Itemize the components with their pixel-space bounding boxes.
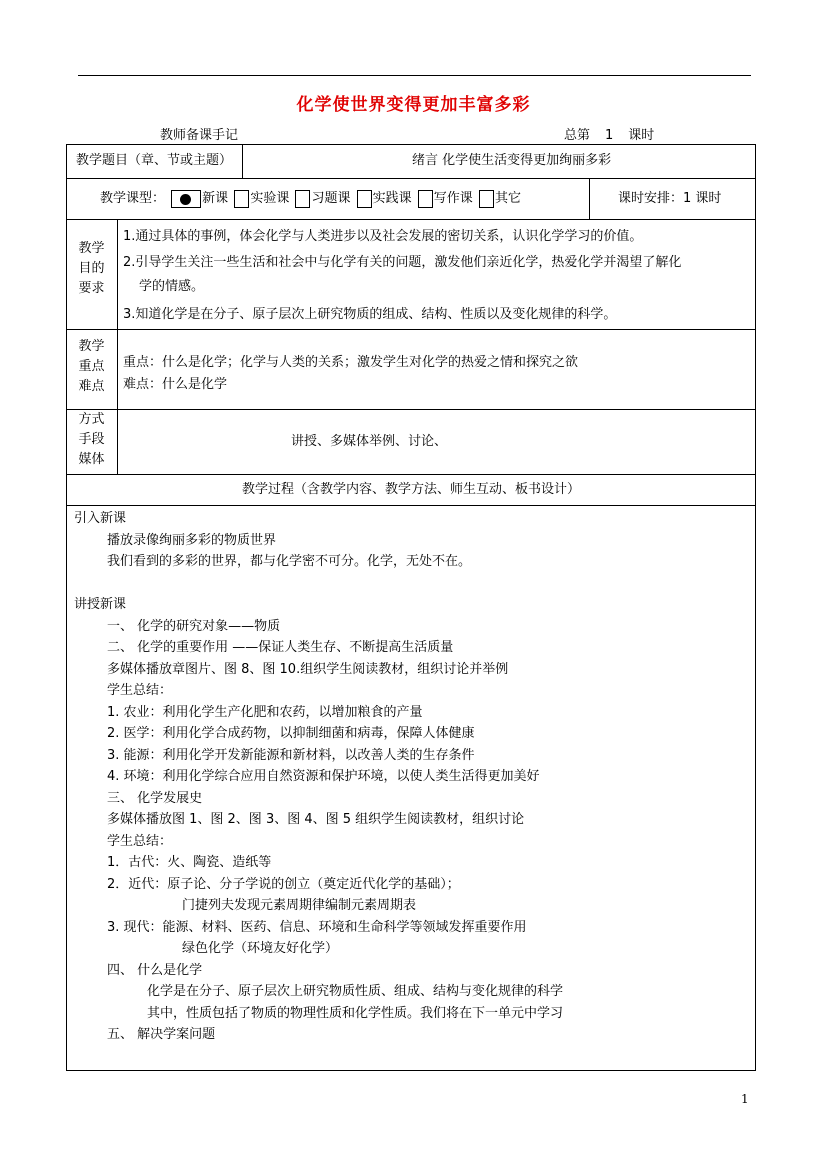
lesson-unit: 课时 bbox=[628, 128, 655, 143]
goal-item-2: 2.引导学生关注一些生活和社会中与化学有关的问题，激发他们亲近化学，热爱化学并渴望了解化 bbox=[123, 255, 682, 270]
goals-list bbox=[117, 224, 753, 328]
page-title: 化学使世界变得更加丰富多彩 bbox=[296, 95, 531, 115]
checkbox-practice[interactable] bbox=[357, 190, 372, 208]
process-line: 1．古代：火、陶瓷、造纸等 bbox=[107, 855, 272, 870]
process-line: 3. 现代：能源、材料、医药、信息、环境和生命科学等领域发挥重要作用 bbox=[107, 919, 527, 935]
process-line: 多媒体播放章图片、图 8、图 10.组织学生阅读教材，组织讨论并举例 bbox=[107, 661, 509, 677]
total-number: 1 bbox=[605, 128, 614, 143]
goal-item-3: 3.知道化学是在分子、原子层次上研究物质的组成、结构、性质以及变化规律的科学。 bbox=[123, 307, 617, 322]
process-line: 播放录像绚丽多彩的物质世界 bbox=[107, 532, 277, 548]
checkbox-writing[interactable] bbox=[418, 190, 433, 208]
lesson-count bbox=[564, 124, 654, 143]
checkbox-exercise[interactable] bbox=[295, 190, 310, 208]
methods-label: 方式 手段 媒体 bbox=[78, 412, 105, 467]
option-practice: 实践课 bbox=[372, 191, 412, 206]
process-line: 3. 能源：利用化学开发新能源和新材料，以改善人类的生存条件 bbox=[107, 747, 475, 763]
page-number: 1 bbox=[741, 1092, 749, 1106]
lesson-plan-grid bbox=[66, 144, 756, 1071]
process-header: 教学过程（含教学内容、教学方法、师生互动、板书设计） bbox=[241, 482, 580, 497]
process-line: 四、 什么是化学 bbox=[107, 962, 203, 978]
schedule-label: 课时安排：1 课时 bbox=[618, 191, 722, 206]
process-line: 其中，性质包括了物质的物理性质和化学性质。我们将在下一单元中学习 bbox=[147, 1005, 564, 1021]
process-body bbox=[74, 508, 749, 1046]
topic-value: 绪言 化学使生活变得更加绚丽多彩 bbox=[412, 153, 612, 168]
process-line: 三、 化学发展史 bbox=[107, 790, 203, 806]
process-line: 1. 农业：利用化学生产化肥和农药，以增加粮食的产量 bbox=[107, 704, 423, 720]
process-line: 讲授新课 bbox=[74, 597, 127, 612]
key-focus: 重点：什么是化学；化学与人类的关系；激发学生对化学的热爱之情和探究之欲 bbox=[123, 355, 579, 370]
option-experiment: 实验课 bbox=[250, 191, 290, 206]
goals-label: 教学 目的 要求 bbox=[78, 241, 105, 296]
process-line: 2. 医学：利用化学合成药物，以抑制细菌和病毒，保障人体健康 bbox=[107, 726, 475, 741]
process-line: 学生总结： bbox=[107, 833, 173, 849]
process-line: 化学是在分子、原子层次上研究物质性质、组成、结构与变化规律的科学 bbox=[147, 984, 564, 999]
process-line: 绿色化学（环境友好化学） bbox=[182, 941, 339, 956]
checkbox-other[interactable] bbox=[479, 190, 494, 208]
header-rule bbox=[78, 75, 751, 76]
option-exercise: 习题课 bbox=[311, 191, 351, 206]
process-line: 一、 化学的研究对象——物质 bbox=[107, 618, 281, 634]
key-difficulty: 难点：什么是化学 bbox=[123, 377, 228, 392]
checkbox-experiment[interactable] bbox=[234, 190, 249, 208]
option-writing: 写作课 bbox=[433, 191, 473, 206]
process-line: 4. 环境：利用化学综合应用自然资源和保护环境，以使人类生活得更加美好 bbox=[107, 769, 540, 784]
checkbox-new-lesson[interactable] bbox=[171, 190, 201, 208]
process-line: 门捷列夫发现元素周期律编制元素周期表 bbox=[182, 898, 417, 913]
process-line: 引入新课 bbox=[74, 511, 127, 526]
teacher-notes-label: 教师备课手记 bbox=[160, 128, 239, 143]
process-line bbox=[74, 573, 749, 595]
total-label: 总第 bbox=[564, 128, 591, 143]
lesson-type-row bbox=[100, 178, 521, 219]
goal-item-2-cont: 学的情感。 bbox=[139, 279, 205, 294]
process-line: 学生总结： bbox=[107, 683, 173, 698]
topic-label: 教学题目（章、节或主题） bbox=[75, 153, 232, 168]
process-line: 我们看到的多彩的世界，都与化学密不可分。化学，无处不在。 bbox=[107, 554, 472, 569]
lesson-type-label: 教学课型： bbox=[100, 191, 166, 206]
process-line: 二、 化学的重要作用 ——保证人类生存、不断提高生活质量 bbox=[107, 640, 454, 655]
methods-value: 讲授、多媒体举例、讨论、 bbox=[291, 434, 448, 449]
process-line: 多媒体播放图 1、图 2、图 3、图 4、图 5 组织学生阅读教材，组织讨论 bbox=[107, 812, 525, 827]
option-other: 其它 bbox=[494, 191, 521, 206]
process-line: 2．近代：原子论、分子学说的创立（奠定近代化学的基础）； bbox=[107, 876, 460, 892]
option-new-lesson: 新课 bbox=[202, 191, 229, 206]
process-line: 五、 解决学案问题 bbox=[107, 1027, 216, 1042]
key-points-label: 教学 重点 难点 bbox=[78, 339, 105, 394]
goal-item-1: 1.通过具体的事例，体会化学与人类进步以及社会发展的密切关系，认识化学学习的价值。 bbox=[123, 229, 643, 244]
